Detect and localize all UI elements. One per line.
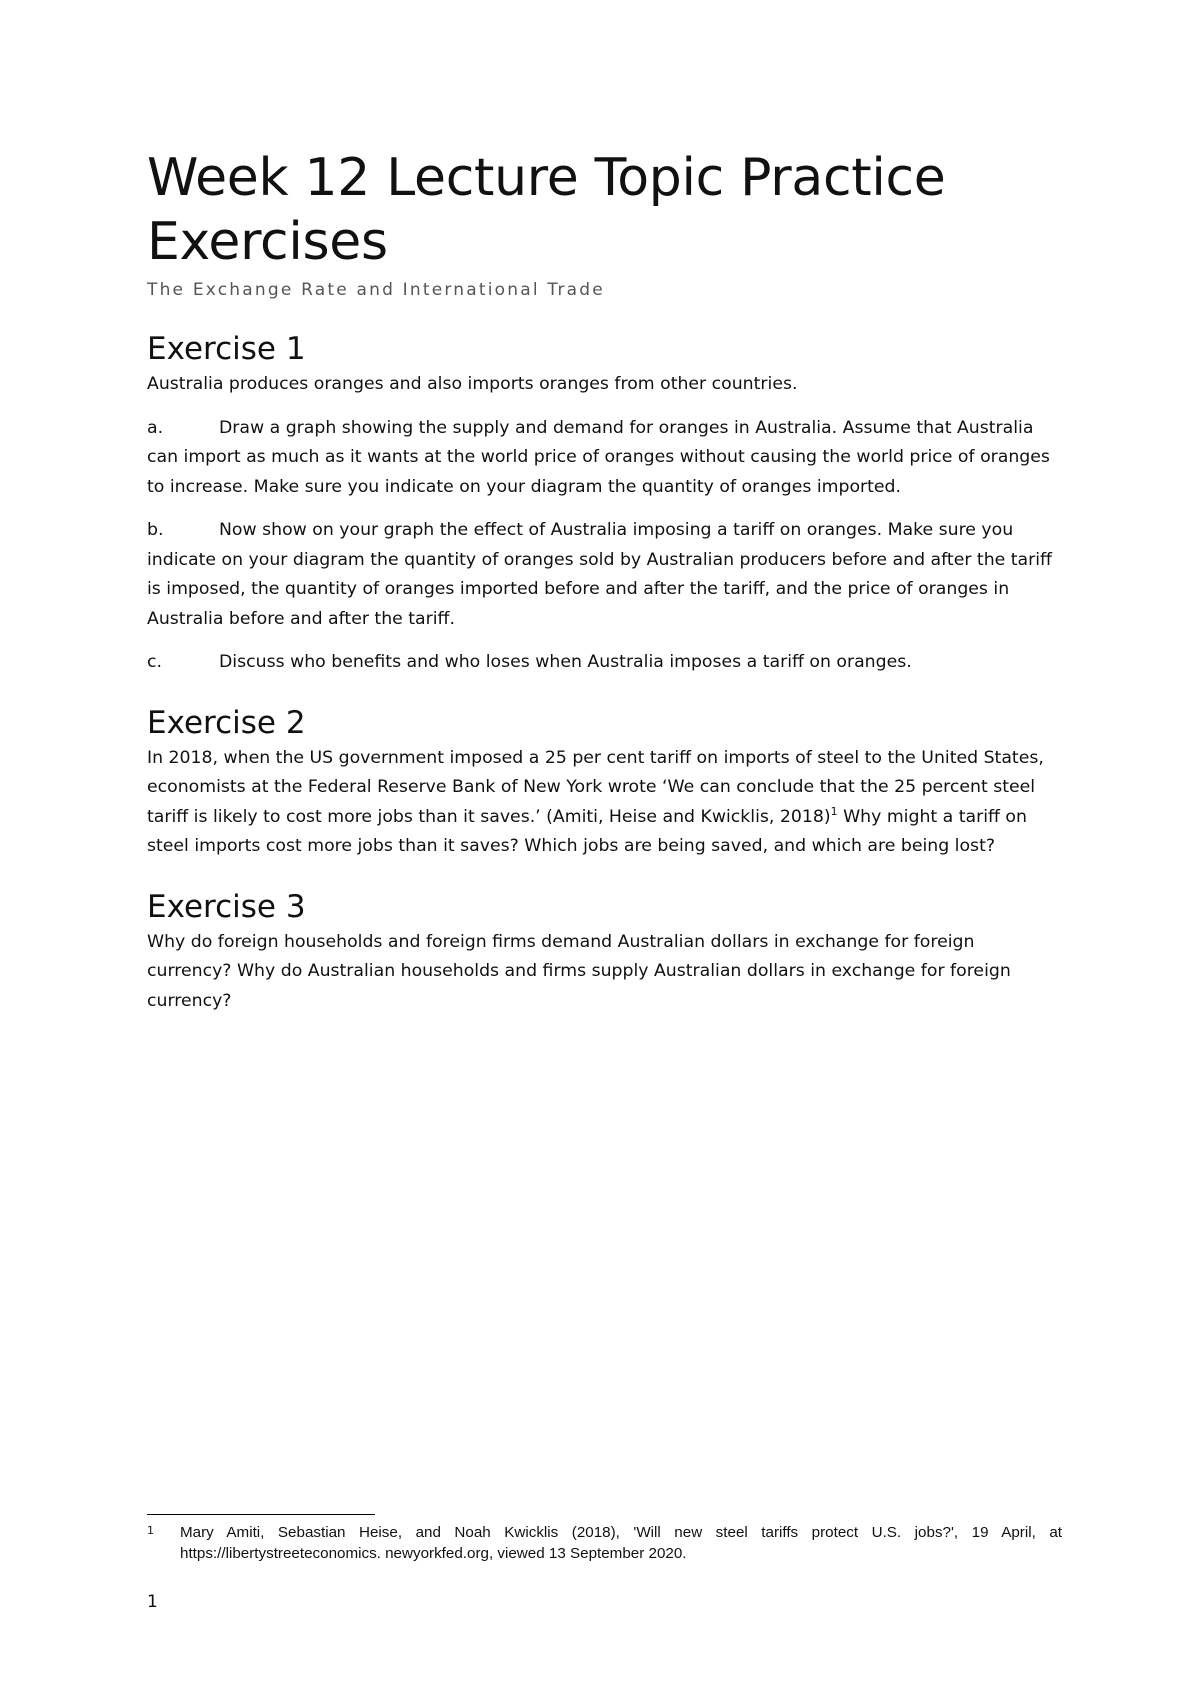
page-number: 1 xyxy=(147,1592,158,1612)
footnote-text: Mary Amiti, Sebastian Heise, and Noah Kwicklis (2018), 'Will new steel tariffs protect U.S. jobs?', 19 April, at https://libertystreeteconomics. newyorkfed.org, viewed 13 September 2020. xyxy=(180,1524,1062,1562)
exercise-1-item-a xyxy=(147,414,1057,503)
exercise-3-text: Why do foreign households and foreign firms demand Australian dollars in exchange for foreign currency? Why do Australian households and firms supply Australian dollars in exchange for foreign currency? xyxy=(147,931,1011,1011)
item-letter: c. xyxy=(147,652,162,672)
footnote-separator xyxy=(147,1514,375,1515)
document-body xyxy=(147,146,1057,1030)
page-title: Week 12 Lecture Topic Practice Exercises xyxy=(147,148,946,272)
exercise-3-heading: Exercise 3 xyxy=(147,888,306,925)
exercise-1-section xyxy=(147,330,1057,678)
footnote-reference[interactable]: 1 xyxy=(830,804,838,818)
item-text: Discuss who benefits and who loses when Australia imposes a tariff on oranges. xyxy=(219,652,912,672)
footnote-mark: 1 xyxy=(147,1524,154,1537)
exercise-1-heading: Exercise 1 xyxy=(147,331,306,367)
exercise-1-intro: Australia produces oranges and also imports oranges from other countries. xyxy=(147,374,798,394)
item-text: Draw a graph showing the supply and demand for oranges in Australia. Assume that Australia can import as much as it wants at the world price of oranges without causing the world price of oranges to increase. Make sure you indicate on your diagram the quantity of oranges imported. xyxy=(147,417,1050,497)
exercise-2-text-after: Why might a tariff on steel imports cost more jobs than it saves? Which jobs are being saved, and which are being lost? xyxy=(147,806,1027,856)
exercise-3-section xyxy=(147,888,1057,1017)
exercise-2-section xyxy=(147,704,1057,862)
exercise-2-text xyxy=(147,744,1057,862)
footnote xyxy=(147,1522,1062,1564)
exercise-1-item-b xyxy=(147,516,1057,634)
exercise-1-item-c xyxy=(147,648,1057,678)
item-text: Now show on your graph the effect of Australia imposing a tariff on oranges. Make sure you indicate on your diagram the quantity of oranges sold by Australian producers before and after the tariff is imposed, the quantity of oranges imported before and after the tariff, and the price of oranges in Australia before and after the tariff. xyxy=(147,520,1052,629)
page-subtitle: The Exchange Rate and International Trade xyxy=(147,280,605,300)
item-letter: b. xyxy=(147,520,164,540)
exercise-2-heading: Exercise 2 xyxy=(147,704,306,741)
item-letter: a. xyxy=(147,417,164,438)
exercise-2-text-before: In 2018, when the US government imposed a 25 per cent tariff on imports of steel to the United States, economists at the Federal Reserve Bank of New York wrote ‘We can conclude that the 25 percent steel tariff is likely to cost more jobs than it saves.’ (Amiti, Heise and Kwicklis, 2018) xyxy=(147,747,1044,827)
